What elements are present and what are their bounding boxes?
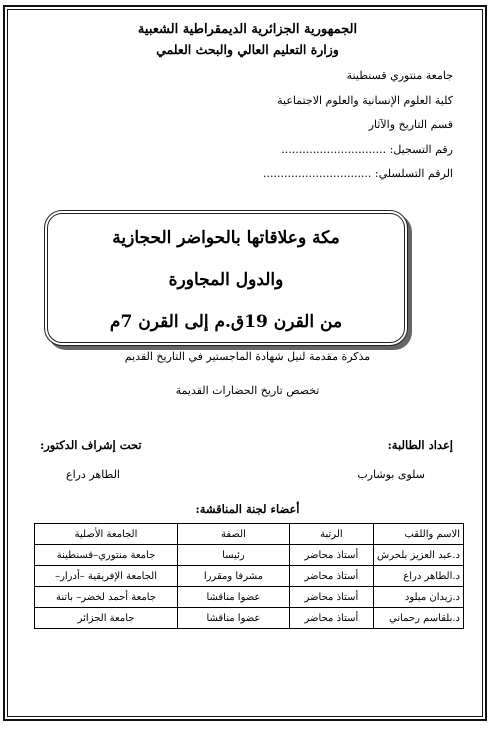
table-row [35, 545, 464, 566]
table-row [35, 566, 464, 587]
faculty-name: كلية العلوم الإنسانية والعلوم الاجتماعية [277, 94, 453, 107]
serial-number: الرقم التسلسلي: ............................... [263, 167, 453, 180]
republic-header: الجمهورية الجزائرية الديمقراطية الشعبية [137, 22, 358, 37]
member-rank: أستاذ محاضر [289, 566, 373, 587]
table-header-row [35, 524, 464, 545]
supervisor-name: الطاهر دراع [66, 468, 120, 481]
registration-number: رقم التسجيل: .............................. [281, 143, 453, 156]
member-role: رئيسا [178, 545, 290, 566]
member-rank: أستاذ محاضر [289, 587, 373, 608]
member-university: جامعة منتوري–قسنطينة [35, 545, 178, 566]
member-role: عضوا مناقشا [178, 587, 290, 608]
table-row [35, 608, 464, 629]
thesis-title-line-3: من القرن 19ق.م إلى القرن 7م [109, 312, 343, 332]
member-name: د.عبد العزيز بلحرش [374, 545, 464, 566]
table-row [35, 587, 464, 608]
member-name: د.الطاهر دراع [374, 566, 464, 587]
thesis-title-line-2: والدول المجاورة [168, 270, 284, 290]
supervisor-role-label: تحت إشراف الدكتور: [40, 438, 142, 452]
column-header-university: الجامعة الأصلية [35, 524, 178, 545]
column-header-name: الاسم واللقب [374, 524, 464, 545]
degree-statement: مذكرة مقدمة لنيل شهادة الماجستير في التاريخ القديم [124, 350, 371, 363]
member-rank: أستاذ محاضر [289, 545, 373, 566]
student-name: سلوى بوشارب [357, 468, 425, 481]
thesis-title-box [44, 210, 408, 346]
thesis-title-line-1: مكة وعلاقاتها بالحواضر الحجازية [112, 228, 340, 248]
student-role-label: إعداد الطالبة: [387, 438, 453, 452]
university-name: جامعة منتوري قسنطينة [346, 69, 453, 82]
member-rank: أستاذ محاضر [289, 608, 373, 629]
member-name: د.زيدان ميلود [374, 587, 464, 608]
specialty-statement: تخصص تاريخ الحضارات القديمة [175, 384, 320, 397]
ministry-header: وزارة التعليم العالي والبحث العلمي [156, 42, 339, 57]
column-header-rank: الرتبة [289, 524, 373, 545]
committee-heading: أعضاء لجنة المناقشة: [195, 502, 300, 516]
member-university: جامعة الجزائر [35, 608, 178, 629]
committee-table [34, 523, 464, 629]
member-role: عضوا مناقشا [178, 608, 290, 629]
department-name: قسم التاريخ والآثار [368, 118, 453, 131]
member-role: مشرفا ومقررا [178, 566, 290, 587]
member-university: الجامعة الإفريقية –أدرار– [35, 566, 178, 587]
member-name: د.بلقاسم رحماني [374, 608, 464, 629]
column-header-role: الصفة [178, 524, 290, 545]
member-university: جامعة أحمد لخضر– باتنة [35, 587, 178, 608]
